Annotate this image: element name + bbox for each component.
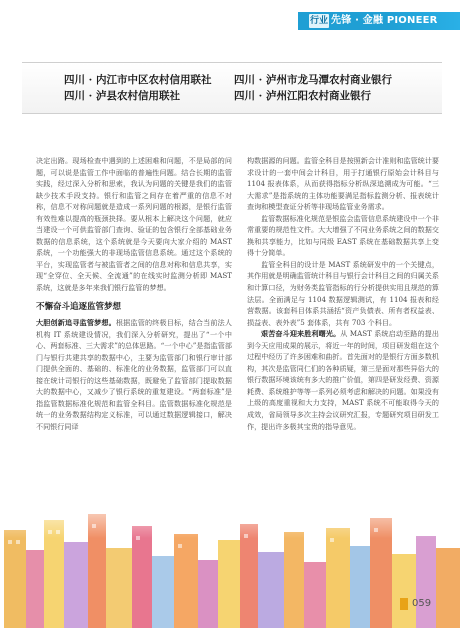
city-skyline-illustration	[0, 490, 460, 628]
left-column	[36, 155, 232, 433]
paragraph: 构数据源的问题。监管全科目是按照新会计准则和监管统计要求设计的一套中间会计科目，用于打通银行原始会计科目与 1104 报表体系，从而获得指标分析纵深追溯成为可能。“三大需求”是指系统的主体功能要满足指标监测分析、报表统计查询和模型查证分析等非现场监管业务需求。	[247, 156, 439, 212]
paragraph: 监管数据标准化规范是银监会监管信息系统建设中一个非常重要的规范性文件。大大增强了不同业务系统之间的数据交换和共享能力，比如与同级 EAST 系统在基础数据共享上变得十分简单。	[247, 213, 439, 258]
paragraph: 决定出路。现场检查中遇到的上述困难和问题，不是局部的问题，可以说是监管工作中面临的普遍性问题。结合长期的监管实践，经过深入分析和思索，我认为问题的关键是我们的监管缺少技术手段支持。银行和监管之间存在着严重的信息不对称，信息不对称问题就是造成一系列问题的根源，是银行监管有效性难以提高的瓶颈抉择。要从根本上解决这个问题，就应当建设一个可供监管部门查询、验证的包含银行全部基础业务数据的信息系统，这个系统就是今天要向大家介绍的 MAST 系统，一个功能强大的非现场监管信息系统。通过这个系统的平台，实现监管者与被监管者之间的信息对称和信息共享，实现“全穿位、全天候、全流通”的在线实时监测分析即 MAST 系统，这就是多年来我们银行监管的梦想。	[36, 156, 232, 293]
bank-name: 四川 · 泸县农村信用联社	[64, 90, 180, 102]
paragraph: 监管全科目的设计是 MAST 系统研发中的一个关键点，其作用就是明确监管统计科目与银行会计科目之间的归属关系和计算口径，为财务类监管指标的行分析提供实用且规范的算法层。全面满足与 1104 数据逻辑测试，有 1104 报表和经营数据。该套科目体系共涵括“资产负债表、所有者权益表、损益表、表外表”5 套体系，共有 703 个科目。	[247, 259, 439, 327]
paragraph-text: 从 MAST 系统启动至路的提出到今天应用成果的展示，将近一年的时间，项目研发组在这个过程中经历了许多困难和曲折。首先面对的是银行方面多数机构，其次是监管同仁们的各种质疑，第三是面对那些异俗大的银行数据环境该统有多大的推广价值，第四是研发经费、资源耗费、系统维护等等一系列必须考虑和解决的问题。如果没有上级的高度重视和大力支持，MAST 系统不可能取得今天的成效，省局领导多次主持会议研究汇报，专题研究项目研发工作，提出许多极其宝贵的指导意见。	[247, 329, 439, 431]
header-bar	[0, 0, 460, 30]
page-number: 059	[412, 598, 432, 609]
header-title: 先锋 · 金融 PIONEER	[331, 15, 438, 26]
section-heading: 不懈奋斗追逐监管梦想	[36, 301, 122, 312]
paragraph-lead: 艰苦奋斗迎来胜利曙光。	[261, 329, 341, 339]
paragraph-text: 根据监管的终极目标，结合当前法人机构 IT 系统建设情况，我们深入分析研究，提出了“一个中心、两套标准、三大需求”的总体思路。“一个中心”是指监管部门与银行共建共享的数据中心，主要为监管部门和银行审计部门提供全面的、基础的、标准化的业务数据，监管部门可以直接在统计司银行的这些基础数据，既避免了监管部门提取数据大的数据中心，又减少了银行系统的重复建设。“两套标准”是指监管数据标准化规范和监管全科目。监管数据标准化规范是统一的业务数据结构定义标准，可以通过数据逻辑接口，解决不同银行同译	[36, 318, 232, 432]
bank-name: 四川 · 泸州市龙马潭农村商业银行	[234, 74, 392, 86]
paragraph	[36, 317, 232, 432]
right-column	[247, 155, 439, 432]
header-mark: 行业	[309, 16, 328, 26]
paragraph	[247, 328, 439, 432]
bank-name: 四川 · 泸州江阳农村商业银行	[234, 90, 371, 102]
page-number-marker	[400, 598, 408, 610]
paragraph-lead: 大胆创新追寻监管梦想。	[36, 318, 116, 328]
bank-name: 四川 · 内江市中区农村信用联社	[64, 74, 212, 86]
